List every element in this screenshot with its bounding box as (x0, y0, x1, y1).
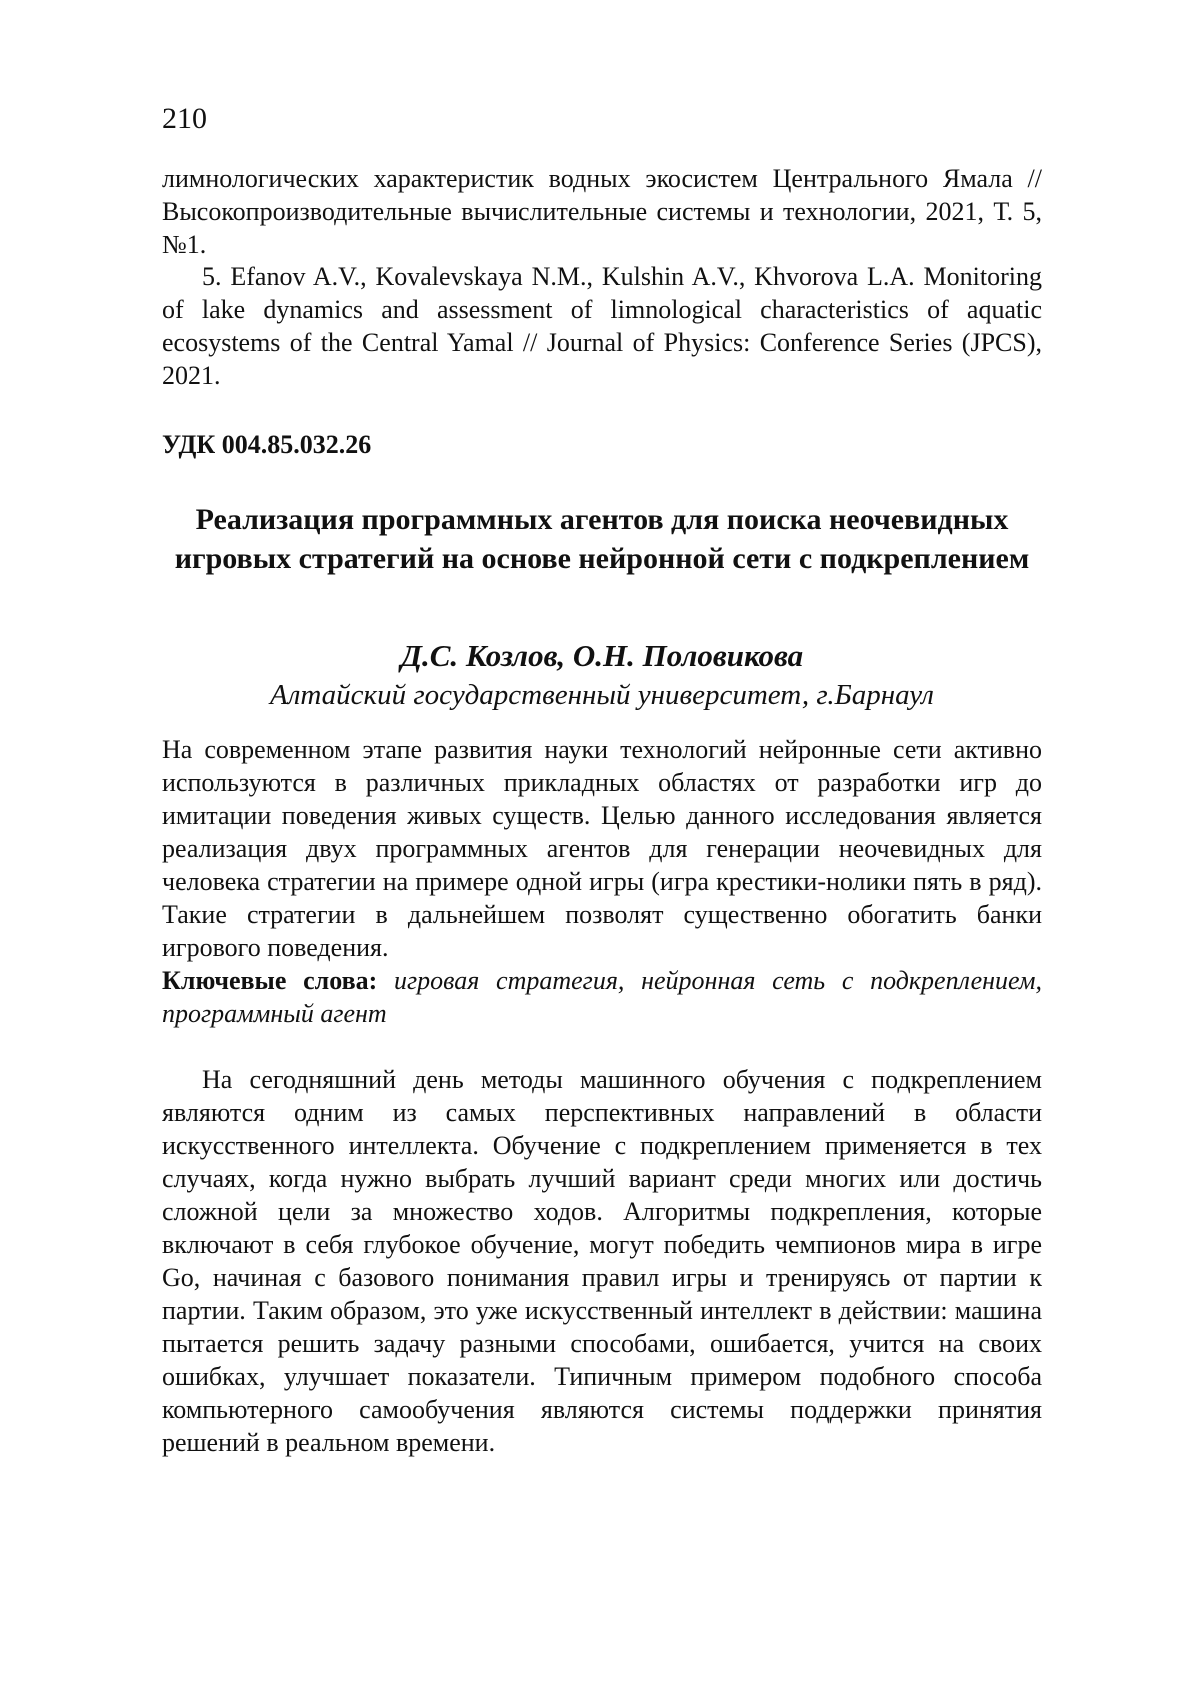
keywords-label: Ключевые слова: (162, 966, 377, 995)
keywords (162, 964, 1042, 1030)
article-authors: Д.С. Козлов, О.Н. Половикова (162, 637, 1042, 675)
keywords-text: игровая стратегия, нейронная сеть с подкреплением, программный агент (162, 966, 1042, 1028)
page-number: 210 (162, 102, 207, 136)
abstract: На современном этапе развития науки технологий нейронные сети активно используются в различных прикладных областях от разработки игр до имитации поведения живых существ. Целью данного исследования является реализация двух программных агентов для генерации неочевидных для человека стратегии на примере одной игры (игра крестики-нолики пять в ряд). Такие стратегии в дальнейшем позволят существенно обогатить банки игрового поведения. (162, 733, 1042, 964)
reference-5: 5. Efanov A.V., Kovalevskaya N.M., Kulshin A.V., Khvorova L.A. Monitoring of lake dynamics and assessment of limnological characteristics of aquatic ecosystems of the Central Yamal // Journal of Physics: Conference Series (JPCS), 2021. (162, 260, 1042, 392)
body-paragraph: На сегодняшний день методы машинного обучения с подкреплением являются одним из самых перспективных направлений в области искусственного интеллекта. Обучение с подкреплением применяется в тех случаях, когда нужно выбрать лучший вариант среди многих или достичь сложной цели за множество ходов. Алгоритмы подкрепления, которые включают в себя глубокое обучение, могут победить чемпионов мира в игре Go, начиная с базового понимания правил игры и тренируясь от партии к партии. Таким образом, это уже искусственный интеллект в действии: машина пытается решить задачу разными способами, ошибается, учится на своих ошибках, улучшает показатели. Типичным примером подобного способа компьютерного самообучения являются системы поддержки принятия решений в реальном времени. (162, 1063, 1042, 1459)
author-affiliation: Алтайский государственный университет, г.Барнаул (162, 676, 1042, 714)
udk-code: УДК 004.85.032.26 (162, 428, 371, 461)
reference-continuation: лимнологических характеристик водных экосистем Центрального Ямала // Высокопроизводительные вычислительные системы и технологии, 2021, Т. 5, №1. (162, 162, 1042, 261)
article-title: Реализация программных агентов для поиска неочевидных игровых стратегий на основе нейронной сети с подкреплением (162, 500, 1042, 578)
